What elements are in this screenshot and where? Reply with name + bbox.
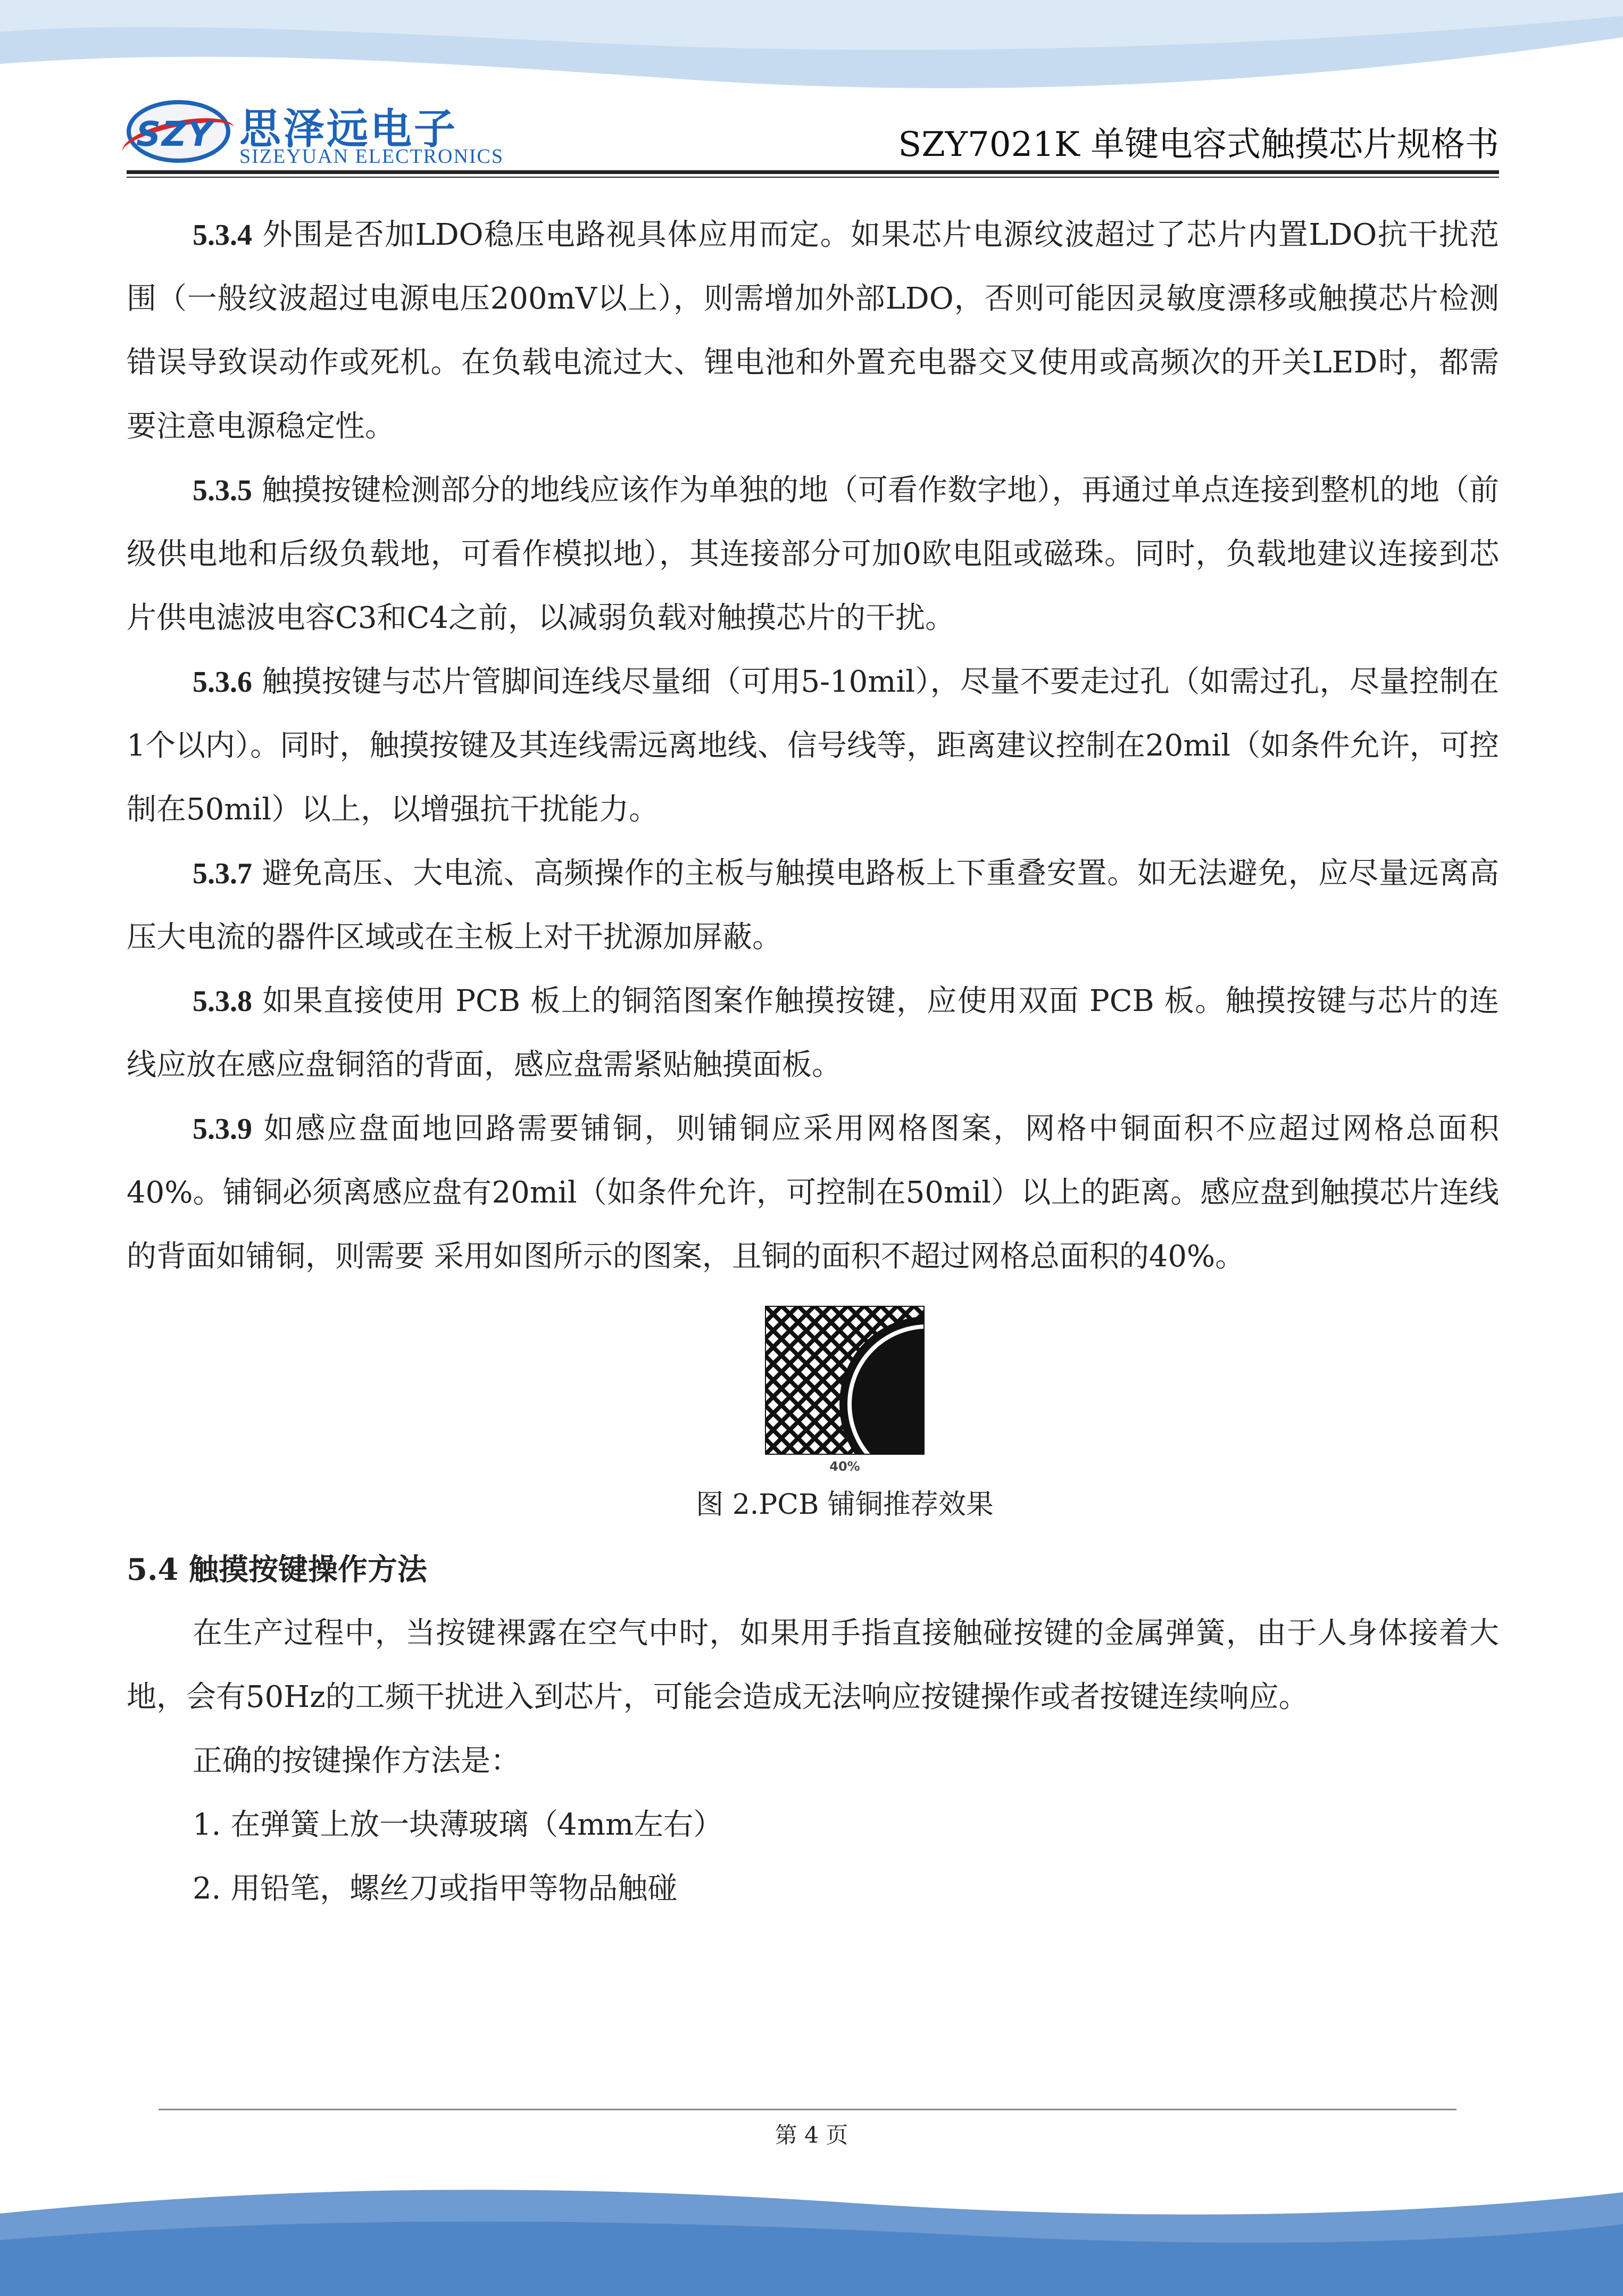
paragraph-5-3-7 [127, 842, 1499, 969]
paragraph-text: 如感应盘面地回路需要铺铜，则铺铜应采用网格图案，网格中铜面积不应超过网格总面积 40%。铺铜必须离感应盘有20mil（如条件允许，可控制在50mil）以上的距离。感应盘到触摸芯片连线的背面如铺铜，则需要 采用如图所示的图案，且铜的面积不超过网格总面积的40%。 [127, 1112, 1499, 1274]
paragraph-5-3-5 [127, 459, 1499, 650]
page-header [127, 96, 1499, 186]
section-5-4-intro: 在生产过程中，当按键裸露在空气中时，如果用手指直接触碰按键的金属弹簧，由于人身体接着大地，会有50Hz的工频干扰进入到芯片，可能会造成无法响应按键操作或者按键连续响应。 [127, 1616, 1499, 1714]
clause-number: 5.3.7 [193, 857, 252, 890]
logo-mark: SZY [136, 115, 213, 154]
page-content [127, 203, 1499, 1921]
section-title-5-4: 5.4 触摸按键操作方法 [127, 1552, 427, 1587]
logo-company-name-cn: 思泽远电子 [239, 105, 458, 153]
page-number: 第 4 页 [775, 2122, 848, 2148]
clause-number: 5.3.6 [193, 666, 252, 699]
paragraph-5-3-8 [127, 969, 1499, 1097]
company-logo [127, 96, 504, 170]
figure-pcb-copper [127, 1298, 1499, 1538]
paragraph-text: 触摸按键检测部分的地线应该作为单独的地（可看作数字地），再通过单点连接到整机的地（前级供电地和后级负载地，可看作模拟地），其连接部分可加0欧电阻或磁珠。同时，负载地建议连接到芯片供电滤波电容C3和C4之前，以减弱负载对触摸芯片的干扰。 [127, 473, 1499, 635]
list-item: 2. 用铅笔，螺丝刀或指甲等物品触碰 [193, 1871, 678, 1906]
bottom-wave-decoration [0, 2182, 1623, 2296]
list-item: 1. 在弹簧上放一块薄玻璃（4mm左右） [193, 1808, 723, 1842]
pcb-mesh-graphic [765, 1306, 925, 1455]
paragraph-text: 外围是否加LDO稳压电路视具体应用而定。如果芯片电源纹波超过了芯片内置LDO抗干扰范围（一般纹波超过电源电压200mV以上），则需增加外部LDO，否则可能因灵敏度漂移或触摸芯片检测错误导致误动作或死机。在负载电流过大、锂电池和外置充电器交叉使用或高频次的开关LED时，都需要注意电源稳定性。 [127, 218, 1499, 444]
clause-number: 5.3.4 [193, 219, 252, 252]
top-wave-decoration [0, 0, 1623, 106]
clause-number: 5.3.9 [193, 1113, 252, 1146]
figure-percent-label: 40% [829, 1459, 860, 1474]
header-rule-thin [127, 177, 1499, 178]
paragraph-text: 如果直接使用 PCB 板上的铜箔图案作触摸按键，应使用双面 PCB 板。触摸按键与芯片的连线应放在感应盘铜箔的背面，感应盘需紧贴触摸面板。 [127, 984, 1499, 1082]
figure-caption: 图 2.PCB 铺铜推荐效果 [696, 1489, 994, 1521]
section-5-4-lead: 正确的按键操作方法是： [193, 1744, 520, 1778]
paragraph-5-3-9 [127, 1097, 1499, 1289]
clause-number: 5.3.5 [193, 474, 252, 507]
paragraph-text: 避免高压、大电流、高频操作的主板与触摸电路板上下重叠安置。如无法避免，应尽量远离高压大电流的器件区域或在主板上对干扰源加屏蔽。 [127, 856, 1499, 955]
document-title: SZY7021K 单键电容式触摸芯片规格书 [898, 125, 1499, 164]
paragraph-5-3-4 [127, 203, 1499, 459]
clause-number: 5.3.8 [193, 985, 252, 1018]
paragraph-text: 触摸按键与芯片管脚间连线尽量细（可用5-10mil），尽量不要走过孔（如需过孔，尽量控制在1个以内）。同时，触摸按键及其连线需远离地线、信号线等，距离建议控制在20mil（如条件允许，可控制在50mil）以上，以增强抗干扰能力。 [127, 665, 1499, 827]
logo-company-name-en: SIZEYUAN ELECTRONICS [239, 145, 504, 168]
paragraph-5-3-6 [127, 650, 1499, 842]
header-rule [127, 170, 1499, 174]
footer-rule [159, 2109, 1456, 2110]
